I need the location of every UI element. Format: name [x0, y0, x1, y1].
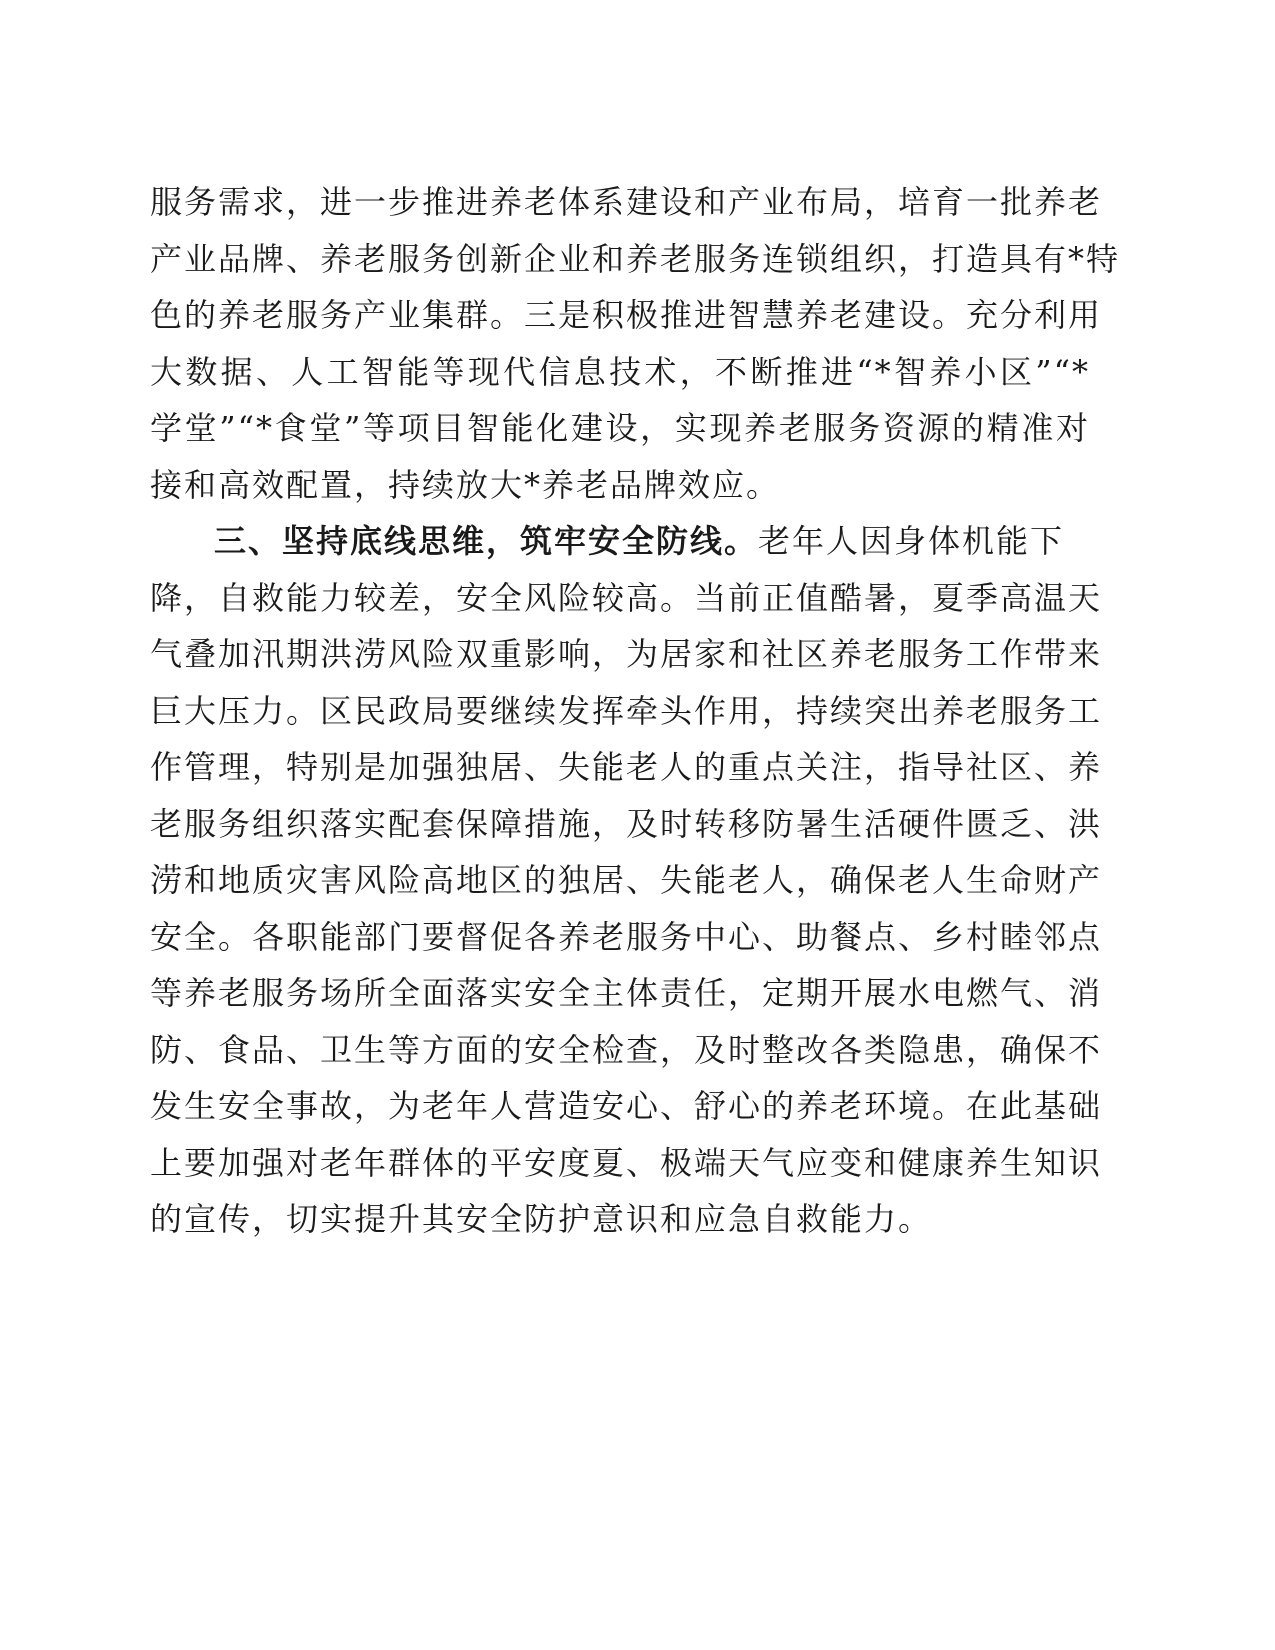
text-line: 上要加强对老年群体的平安度夏、极端天气应变和健康养生知识	[150, 1143, 1103, 1182]
text-line: 大数据、人工智能等现代信息技术，不断推进“*智养小区”“*	[150, 352, 1090, 391]
text-line: 作管理，特别是加强独居、失能老人的重点关注，指导社区、养	[150, 748, 1103, 786]
text-line: 接和高效配置，持续放大*养老品牌效应。	[150, 465, 781, 504]
text-line: 等养老服务场所全面落实安全主体责任，定期开展水电燃气、消	[150, 974, 1103, 1012]
section-heading: 三、坚持底线思维，筑牢安全防线。	[214, 522, 759, 560]
section-heading-line	[150, 513, 1090, 570]
text-line: 产业品牌、养老服务创新企业和养老服务连锁组织，打造具有*特	[150, 239, 1121, 278]
text-line: 防、食品、卫生等方面的安全检查，及时整改各类隐患，确保不	[150, 1030, 1103, 1069]
text-line: 的宣传，切实提升其安全防护意识和应急自救能力。	[150, 1200, 933, 1238]
text-line: 学堂”“*食堂”等项目智能化建设，实现养老服务资源的精准对	[150, 409, 1090, 447]
text-line: 色的养老服务产业集群。三是积极推进智慧养老建设。充分利用	[150, 296, 1103, 334]
body-text	[150, 174, 1121, 1248]
text-line: 巨大压力。区民政局要继续发挥牵头作用，持续突出养老服务工	[150, 691, 1103, 730]
text-line: 老服务组织落实配套保障措施，及时转移防暑生活硬件匮乏、洪	[150, 804, 1103, 843]
text-line: 安全。各职能部门要督促各养老服务中心、助餐点、乡村睦邻点	[150, 917, 1103, 956]
text-line-fragment: 老年人因身体机能下	[758, 522, 1065, 560]
text-line: 涝和地质灾害风险高地区的独居、失能老人，确保老人生命财产	[150, 861, 1103, 899]
text-line: 气叠加汛期洪涝风险双重影响，为居家和社区养老服务工作带来	[150, 635, 1103, 673]
section-three	[150, 513, 1103, 1248]
text-line: 服务需求，进一步推进养老体系建设和产业布局，培育一批养老	[150, 183, 1103, 221]
text-line: 降，自救能力较差，安全风险较高。当前正值酷暑，夏季高温天	[150, 578, 1103, 617]
paragraph-continued	[150, 174, 1121, 513]
text-line: 发生安全事故，为老年人营造安心、舒心的养老环境。在此基础	[150, 1087, 1103, 1125]
